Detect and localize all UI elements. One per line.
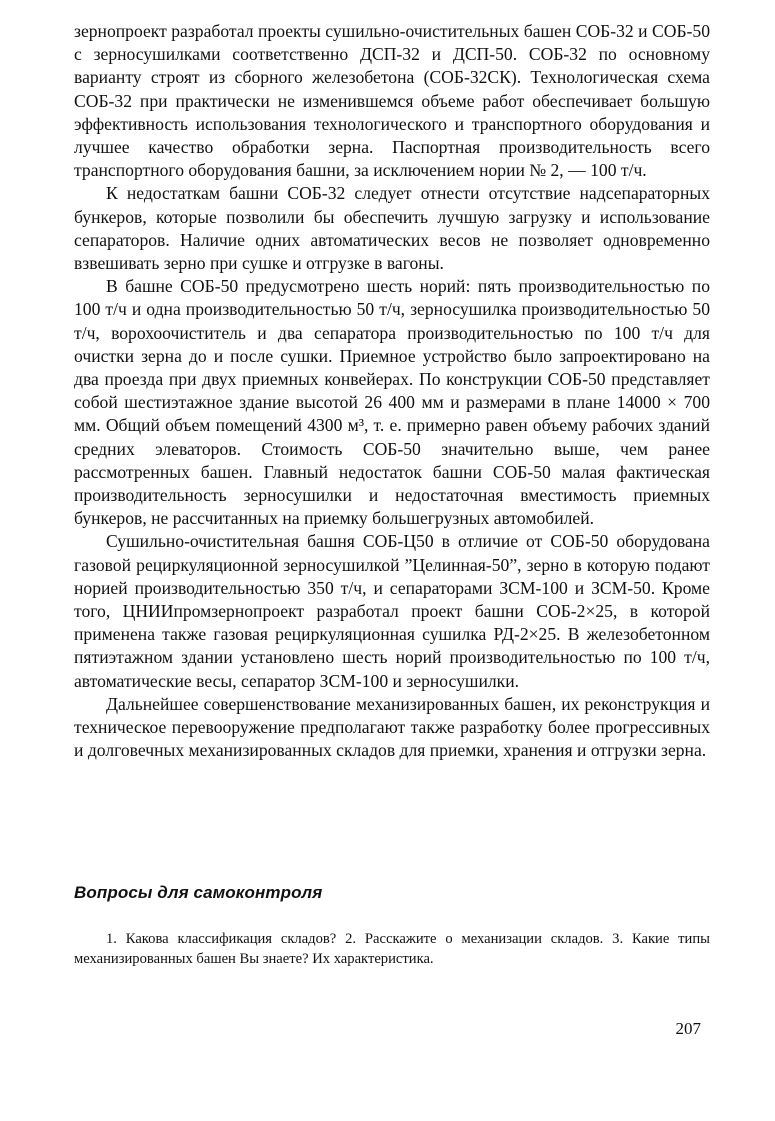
page-number: 207: [675, 1019, 701, 1038]
paragraph-3: В башне СОБ-50 предусмотрено шесть норий: пять производительностью по 100 т/ч и одна производительностью 50 т/ч, зерносушилка производительностью 50 т/ч, ворохоочиститель и два сепаратора производительностью по 100 т/ч для очистки зерна до и после сушки. Приемное устройство было запроектировано на два проезда при двух приемных конвейерах. По конструкции СОБ-50 представляет собой шестиэтажное здание высотой 26 400 мм и размерами в плане 14000 × 700 мм. Общий объем помещений 4300 м³, т. е. примерно равен объему рабочих зданий средних элеваторов. Стоимость СОБ-50 значительно выше, чем ранее рассмотренных башен. Главный недостаток башни СОБ-50 малая фактическая производительность зерносушилки и недостаточная вместимость приемных бункеров, не рассчитанных на приемку большегрузных автомобилей.: [74, 276, 710, 529]
section-heading: Вопросы для самоконтроля: [74, 883, 323, 902]
main-text: [74, 20, 710, 763]
self-check-questions: 1. Какова классификация складов? 2. Расскажите о механизации складов. 3. Какие типы механизированных башен Вы знаете? Их характеристика.: [74, 931, 710, 967]
paragraph-5: Дальнейшее совершенствование механизированных башен, их реконструкция и техническое перевооружение предполагают также разработку более прогрессивных и долговечных механизированных складов для приемки, хранения и отгрузки зерна.: [74, 693, 710, 761]
paragraph-2: К недостаткам башни СОБ-32 следует отнести отсутствие надсепараторных бункеров, которые позволили бы обеспечить лучшую загрузку и использование сепараторов. Наличие одних автоматических весов не позволяет одновременно взвешивать зерно при сушке и отгрузке в вагоны.: [74, 183, 710, 274]
paragraph-4: Сушильно-очистительная башня СОБ-Ц50 в отличие от СОБ-50 оборудована газовой рециркуляционной зерносушилкой ”Целинная-50”, зерно в которую подают норией производительностью 350 т/ч, и сепараторами ЗСМ-100 и ЗСМ-50. Кроме того, ЦНИИпромзернопроект разработал проект башни СОБ-2×25, в которой применена также газовая рециркуляционная сушилка РД-2×25. В железобетонном пятиэтажном здании установлено шесть норий производительностью по 100 т/ч, автоматические весы, сепаратор ЗСМ-100 и зерносушилки.: [74, 531, 710, 691]
paragraph-1: зернопроект разработал проекты сушильно-очистительных башен СОБ-32 и СОБ-50 с зерносушилками соответственно ДСП-32 и ДСП-50. СОБ-32 по основному варианту строят из сборного железобетона (СОБ-32СК). Технологическая схема СОБ-32 при практически не изменившемся объеме работ обеспечивает большую эффективность использования технологического и транспортного оборудования и лучшее качество обработки зерна. Паспортная производительность всего транспортного оборудования башни, за исключением нории № 2, — 100 т/ч.: [74, 21, 710, 181]
